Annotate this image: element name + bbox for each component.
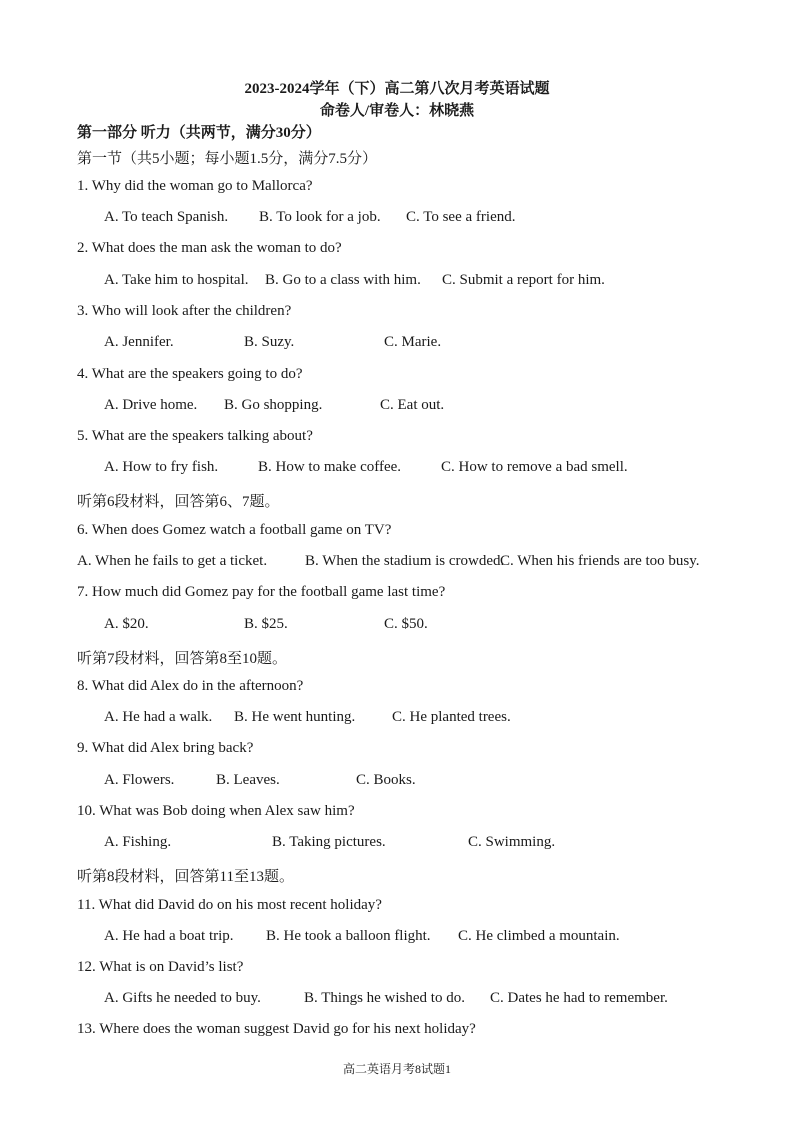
q11-option-c: C. He climbed a mountain. [458, 928, 620, 944]
part-heading: 第一部分 听力（共两节，满分30分） [77, 125, 321, 141]
question-7: 7. How much did Gomez pay for the football game last time? [77, 584, 446, 600]
question-5: 5. What are the speakers talking about? [77, 428, 313, 444]
q11-option-a: A. He had a boat trip. [104, 928, 234, 944]
q3-option-a: A. Jennifer. [104, 334, 174, 350]
q6-option-b: B. When the stadium is crowded. [305, 553, 505, 569]
question-3: 3. Who will look after the children? [77, 303, 292, 319]
q11-option-b: B. He took a balloon flight. [266, 928, 431, 944]
q5-option-c: C. How to remove a bad smell. [441, 459, 628, 475]
q3-option-b: B. Suzy. [244, 334, 295, 350]
instruction-segment-7: 听第7段材料，回答第8至10题。 [77, 651, 288, 667]
q3-option-c: C. Marie. [384, 334, 442, 350]
instruction-segment-8: 听第8段材料，回答第11至13题。 [77, 869, 294, 885]
question-13: 13. Where does the woman suggest David go for his next holiday? [77, 1021, 476, 1037]
q2-option-a: A. Take him to hospital. [104, 272, 249, 288]
q1-option-a: A. To teach Spanish. [104, 209, 229, 225]
q10-option-b: B. Taking pictures. [272, 834, 386, 850]
exam-title: 2023-2024学年（下）高二第八次月考英语试题 [244, 81, 550, 97]
question-12: 12. What is on David’s list? [77, 959, 244, 975]
q9-option-a: A. Flowers. [104, 772, 175, 788]
question-2: 2. What does the man ask the woman to do? [77, 240, 342, 256]
q7-option-c: C. $50. [384, 616, 428, 632]
q4-option-b: B. Go shopping. [224, 397, 323, 413]
q10-option-a: A. Fishing. [104, 834, 172, 850]
q5-option-b: B. How to make coffee. [258, 459, 402, 475]
question-11: 11. What did David do on his most recent holiday? [77, 897, 382, 913]
question-9: 9. What did Alex bring back? [77, 740, 254, 756]
question-8: 8. What did Alex do in the afternoon? [77, 678, 304, 694]
q8-option-a: A. He had a walk. [104, 709, 213, 725]
page-footer: 高二英语月考8试题1 [342, 1062, 451, 1076]
section-heading: 第一节（共5小题；每小题1.5分，满分7.5分） [77, 151, 378, 167]
question-1: 1. Why did the woman go to Mallorca? [77, 178, 313, 194]
question-4: 4. What are the speakers going to do? [77, 366, 303, 382]
question-10: 10. What was Bob doing when Alex saw him? [77, 803, 355, 819]
q6-option-a: A. When he fails to get a ticket. [77, 553, 268, 569]
q8-option-c: C. He planted trees. [392, 709, 511, 725]
q5-option-a: A. How to fry fish. [104, 459, 219, 475]
q2-option-c: C. Submit a report for him. [442, 272, 605, 288]
q9-option-b: B. Leaves. [216, 772, 280, 788]
q2-option-b: B. Go to a class with him. [265, 272, 421, 288]
q7-option-b: B. $25. [244, 616, 288, 632]
q12-option-a: A. Gifts he needed to buy. [104, 990, 261, 1006]
q7-option-a: A. $20. [104, 616, 149, 632]
q9-option-c: C. Books. [356, 772, 416, 788]
q4-option-c: C. Eat out. [380, 397, 445, 413]
q1-option-b: B. To look for a job. [259, 209, 381, 225]
q6-option-c: C. When his friends are too busy. [500, 553, 700, 569]
exam-authors: 命卷人/审卷人：林晓燕 [319, 103, 475, 119]
instruction-segment-6: 听第6段材料，回答第6、7题。 [77, 494, 280, 510]
q8-option-b: B. He went hunting. [234, 709, 356, 725]
q12-option-b: B. Things he wished to do. [304, 990, 465, 1006]
q1-option-c: C. To see a friend. [406, 209, 516, 225]
q10-option-c: C. Swimming. [468, 834, 556, 850]
q4-option-a: A. Drive home. [104, 397, 198, 413]
question-6: 6. When does Gomez watch a football game on TV? [77, 522, 392, 538]
q12-option-c: C. Dates he had to remember. [490, 990, 668, 1006]
